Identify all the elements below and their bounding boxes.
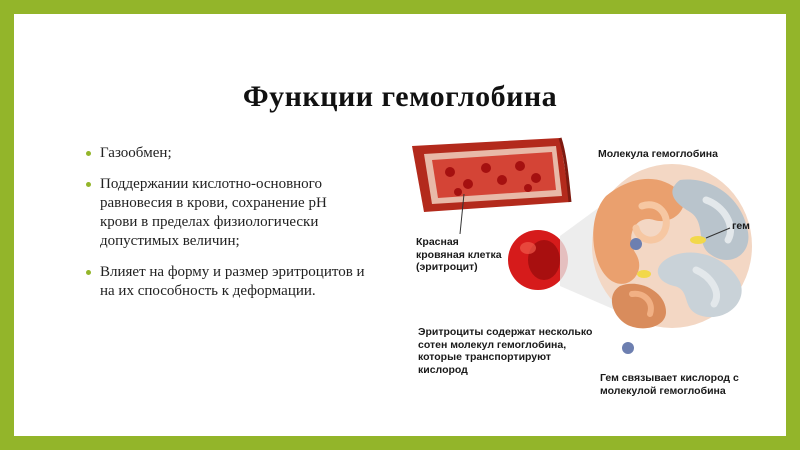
red-cell-label: Красная кровяная клетка (эритроцит) xyxy=(416,236,502,273)
bullet-list xyxy=(86,144,366,313)
slide-title: Функции гемоглобина xyxy=(242,80,558,113)
bullet-marker xyxy=(86,270,91,275)
hemoglobin-molecule-image xyxy=(592,164,752,328)
bullet-text: Поддержании кислотно-основного равновесия в крови, сохранение рН крови в пределах физиологически допустимых величин; xyxy=(100,176,327,249)
erythrocyte-image xyxy=(508,230,568,290)
bullet-item xyxy=(86,263,366,301)
heme-binding-caption: Гем связывает кислород с молекулой гемоглобина xyxy=(600,372,739,397)
bullet-text: Газообмен; xyxy=(100,145,172,161)
bullet-marker xyxy=(86,182,91,187)
bullet-text: Влияет на форму и размер эритроцитов и на их способность к деформации. xyxy=(100,264,365,299)
bullet-item xyxy=(86,144,366,163)
heme-group xyxy=(637,270,651,278)
heme-group xyxy=(690,236,706,244)
bullet-item xyxy=(86,175,366,251)
oxygen-molecule xyxy=(630,238,642,250)
hemoglobin-illustration xyxy=(410,136,756,406)
molecule-label: Молекула гемоглобина xyxy=(598,148,718,160)
slide xyxy=(14,14,786,436)
oxygen-molecule xyxy=(622,342,634,354)
erythrocyte-caption: Эритроциты содержат несколько сотен молекул гемоглобина, которые транспортируют кислород xyxy=(418,326,593,376)
blood-vessel-image xyxy=(412,138,570,212)
heme-label: гем xyxy=(732,220,750,232)
bullet-marker xyxy=(86,151,91,156)
